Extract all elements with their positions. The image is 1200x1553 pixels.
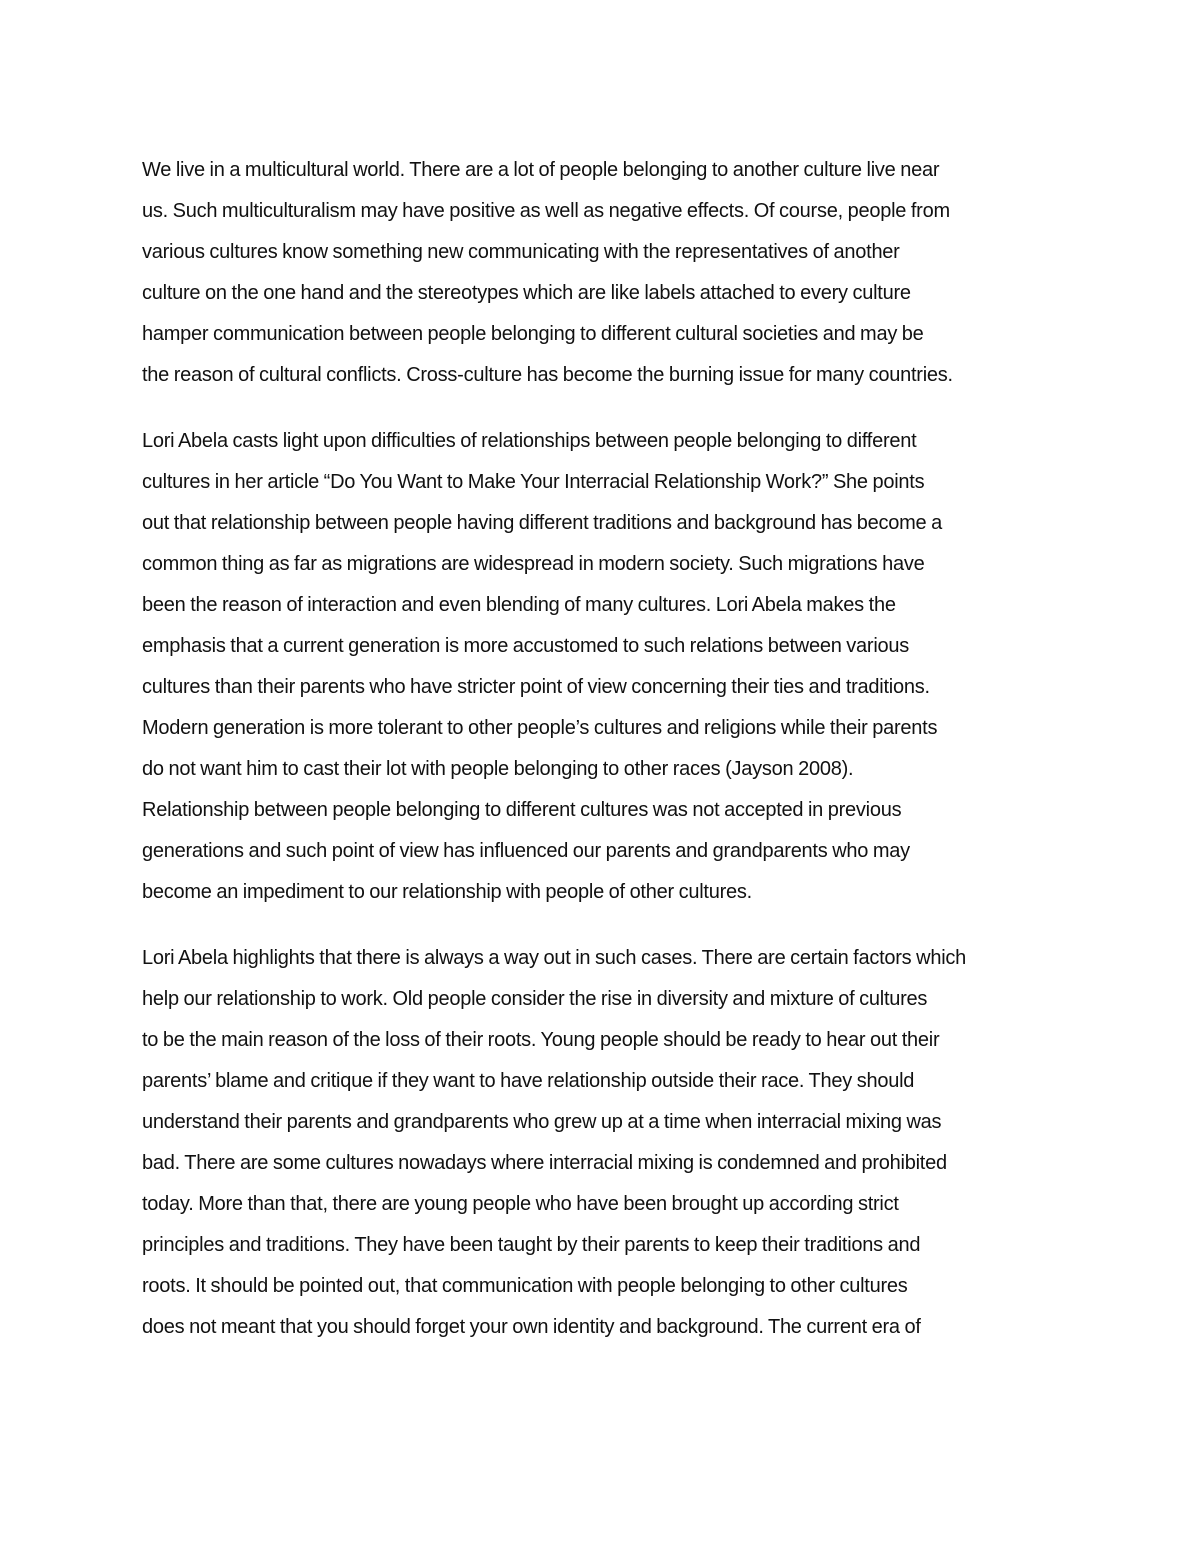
paragraph-1 bbox=[142, 150, 1072, 396]
text-line: does not meant that you should forget your own identity and background. The current era of bbox=[142, 1316, 921, 1338]
text-line: emphasis that a current generation is more accustomed to such relations between various bbox=[142, 635, 910, 657]
text-line: become an impediment to our relationship with people of other cultures. bbox=[142, 881, 752, 903]
text-line: culture on the one hand and the stereotypes which are like labels attached to every culture bbox=[142, 282, 911, 304]
text-line: various cultures know something new communicating with the representatives of another bbox=[142, 241, 900, 263]
text-line: out that relationship between people having different traditions and background has become a bbox=[142, 512, 943, 534]
text-line: principles and traditions. They have been taught by their parents to keep their traditions and bbox=[142, 1234, 921, 1256]
text-line: bad. There are some cultures nowadays where interracial mixing is condemned and prohibited bbox=[142, 1152, 947, 1174]
text-line: Modern generation is more tolerant to other people’s cultures and religions while their parents bbox=[142, 717, 938, 739]
paragraph-2 bbox=[142, 421, 1072, 913]
text-line: cultures in her article “Do You Want to Make Your Interracial Relationship Work?” She points bbox=[142, 471, 925, 493]
text-line: to be the main reason of the loss of their roots. Young people should be ready to hear out their bbox=[142, 1029, 940, 1051]
text-line: Lori Abela casts light upon difficulties of relationships between people belonging to different bbox=[142, 430, 917, 452]
text-line: today. More than that, there are young people who have been brought up according strict bbox=[142, 1193, 899, 1215]
text-line: us. Such multiculturalism may have positive as well as negative effects. Of course, people from bbox=[142, 200, 950, 222]
text-line: Lori Abela highlights that there is always a way out in such cases. There are certain factors which bbox=[142, 947, 967, 969]
text-line: hamper communication between people belonging to different cultural societies and may be bbox=[142, 323, 924, 345]
text-line: understand their parents and grandparents who grew up at a time when interracial mixing was bbox=[142, 1111, 942, 1133]
text-line: cultures than their parents who have stricter point of view concerning their ties and traditions. bbox=[142, 676, 930, 698]
text-line: do not want him to cast their lot with people belonging to other races (Jayson 2008). bbox=[142, 758, 854, 780]
document-body bbox=[142, 150, 1072, 1348]
paragraph-3 bbox=[142, 938, 1072, 1348]
text-line: Relationship between people belonging to different cultures was not accepted in previous bbox=[142, 799, 902, 821]
text-line: help our relationship to work. Old people consider the rise in diversity and mixture of cultures bbox=[142, 988, 928, 1010]
text-line: generations and such point of view has influenced our parents and grandparents who may bbox=[142, 840, 910, 862]
text-line: We live in a multicultural world. There are a lot of people belonging to another culture live near bbox=[142, 159, 940, 181]
text-line: been the reason of interaction and even blending of many cultures. Lori Abela makes the bbox=[142, 594, 896, 616]
text-line: common thing as far as migrations are widespread in modern society. Such migrations have bbox=[142, 553, 925, 575]
text-line: the reason of cultural conflicts. Cross-culture has become the burning issue for many countries. bbox=[142, 364, 953, 386]
text-line: parents’ blame and critique if they want to have relationship outside their race. They should bbox=[142, 1070, 915, 1092]
text-line: roots. It should be pointed out, that communication with people belonging to other cultures bbox=[142, 1275, 908, 1297]
